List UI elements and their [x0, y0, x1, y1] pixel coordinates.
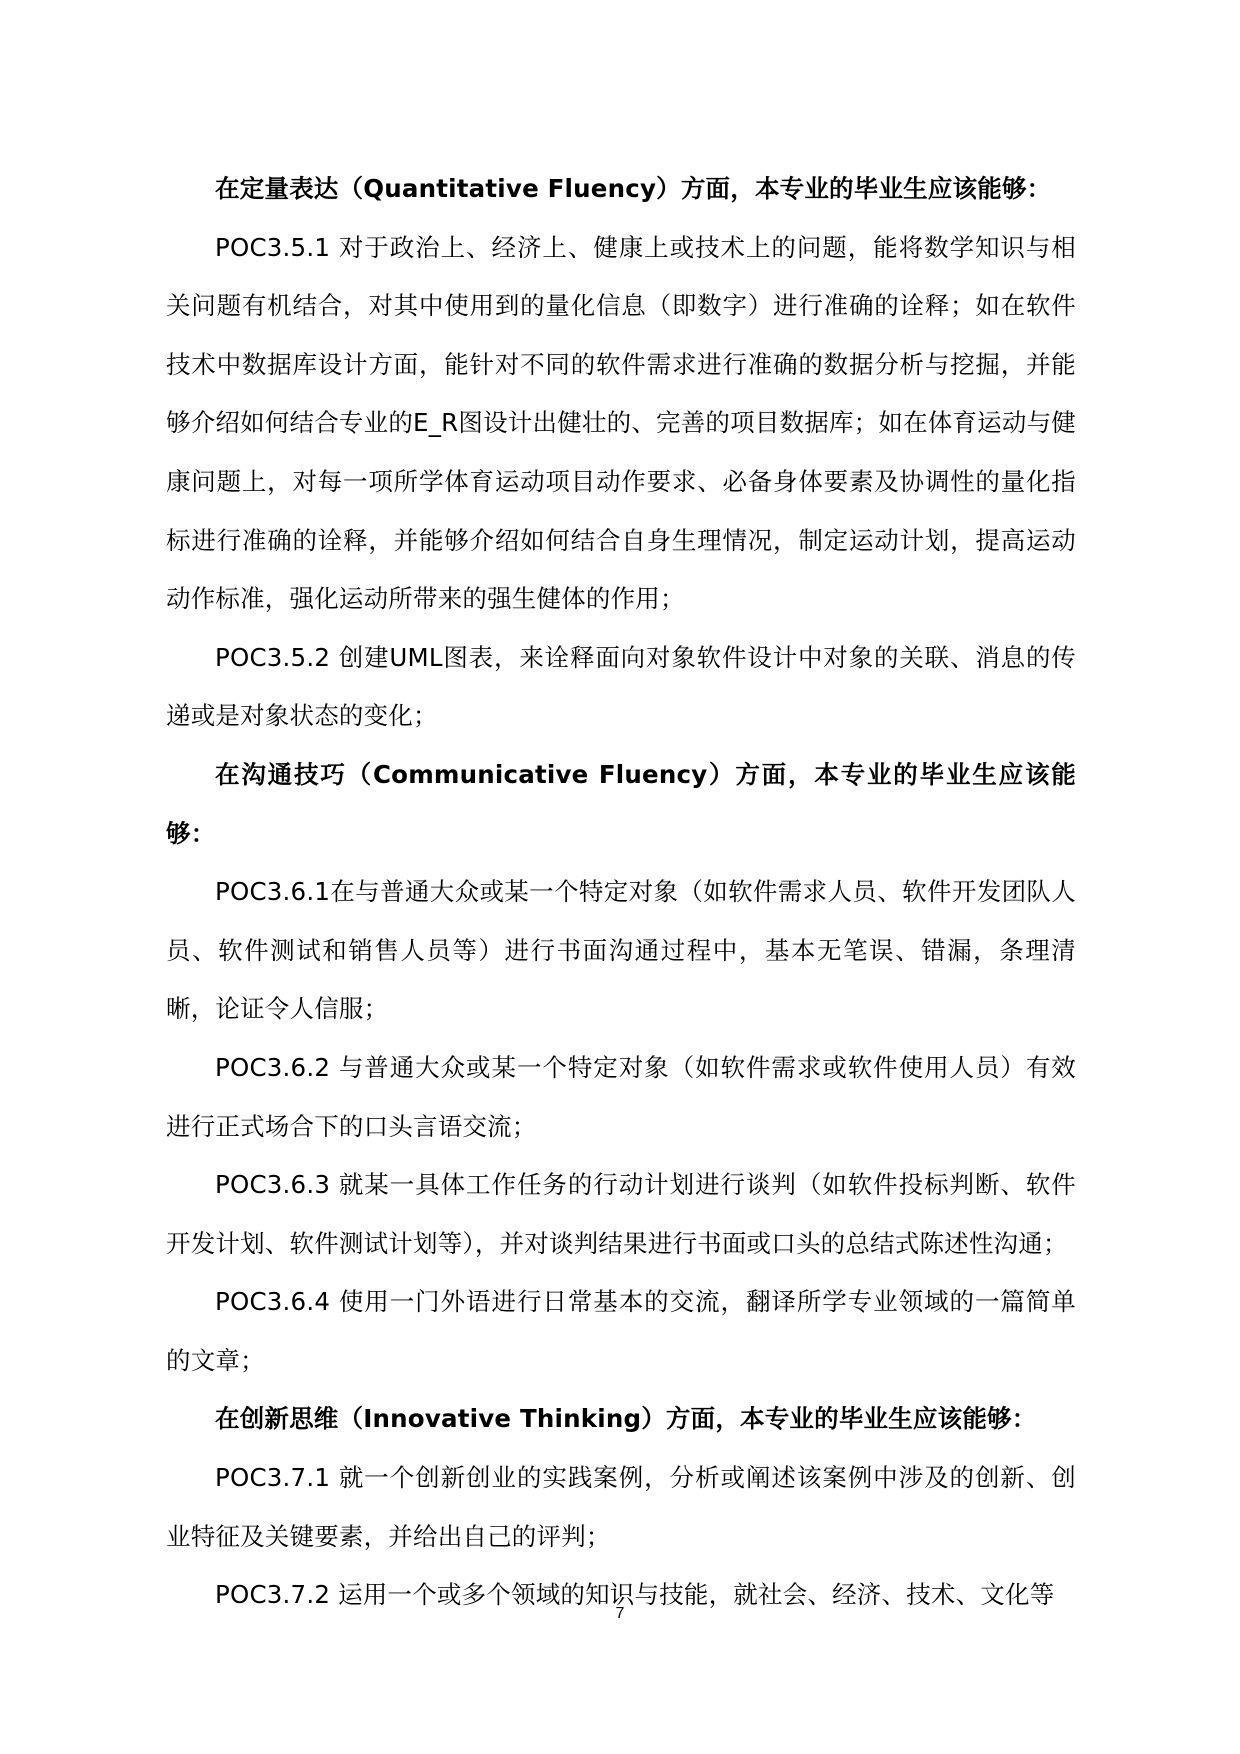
- paragraph-poc3-6-1: POC3.6.1在与普通大众或某一个特定对象（如软件需求人员、软件开发团队人员、软件测试和销售人员等）进行书面沟通过程中，基本无笔误、错漏，条理清晰，论证令人信服；: [166, 877, 1076, 1024]
- page-body: [166, 160, 1076, 1625]
- paragraph-poc3-6-4: POC3.6.4 使用一门外语进行日常基本的交流，翻译所学专业领域的一篇简单的文章；: [166, 1287, 1076, 1375]
- section-heading-communicative-fluency: 在沟通技巧（Communicative Fluency）方面，本专业的毕业生应该能够：: [166, 759, 1076, 848]
- paragraph-poc3-5-2: POC3.5.2 创建UML图表，来诠释面向对象软件设计中对象的关联、消息的传递或是对象状态的变化；: [166, 642, 1076, 731]
- paragraph-poc3-5-1: POC3.5.1 对于政治上、经济上、健康上或技术上的问题，能将数学知识与相关问题有机结合，对其中使用到的量化信息（即数字）进行准确的诠释；如在软件技术中数据库设计方面，能针对不同的软件需求进行准确的数据分析与挖掘，并能够介绍如何结合专业的E_R图设计出健壮的、完善的项目数据库；如在体育运动与健康问题上，对每一项所学体育运动项目动作要求、必备身体要素及协调性的量化指标进行准确的诠释，并能够介绍如何结合自身生理情况，制定运动计划，提高运动动作标准，强化运动所带来的强生健体的作用；: [166, 232, 1076, 614]
- paragraph-poc3-7-1: POC3.7.1 就一个创新创业的实践案例，分析或阐述该案例中涉及的创新、创业特征及关键要素，并给出自己的评判；: [166, 1463, 1076, 1551]
- paragraph-poc3-6-2: POC3.6.2 与普通大众或某一个特定对象（如软件需求或软件使用人员）有效进行正式场合下的口头言语交流；: [166, 1052, 1076, 1141]
- paragraph-poc3-6-3: POC3.6.3 就某一具体工作任务的行动计划进行谈判（如软件投标判断、软件开发计划、软件测试计划等），并对谈判结果进行书面或口头的总结式陈述性沟通；: [166, 1170, 1076, 1258]
- section-heading-quantitative-fluency: 在定量表达（Quantitative Fluency）方面，本专业的毕业生应该能够：: [215, 174, 1052, 203]
- paragraph-poc3-7-2: POC3.7.2 运用一个或多个领域的知识与技能，就社会、经济、技术、文化等: [215, 1580, 1055, 1610]
- section-heading-innovative-thinking: 在创新思维（Innovative Thinking）方面，本专业的毕业生应该能够：: [215, 1404, 1037, 1434]
- page-number: 7: [615, 1605, 625, 1622]
